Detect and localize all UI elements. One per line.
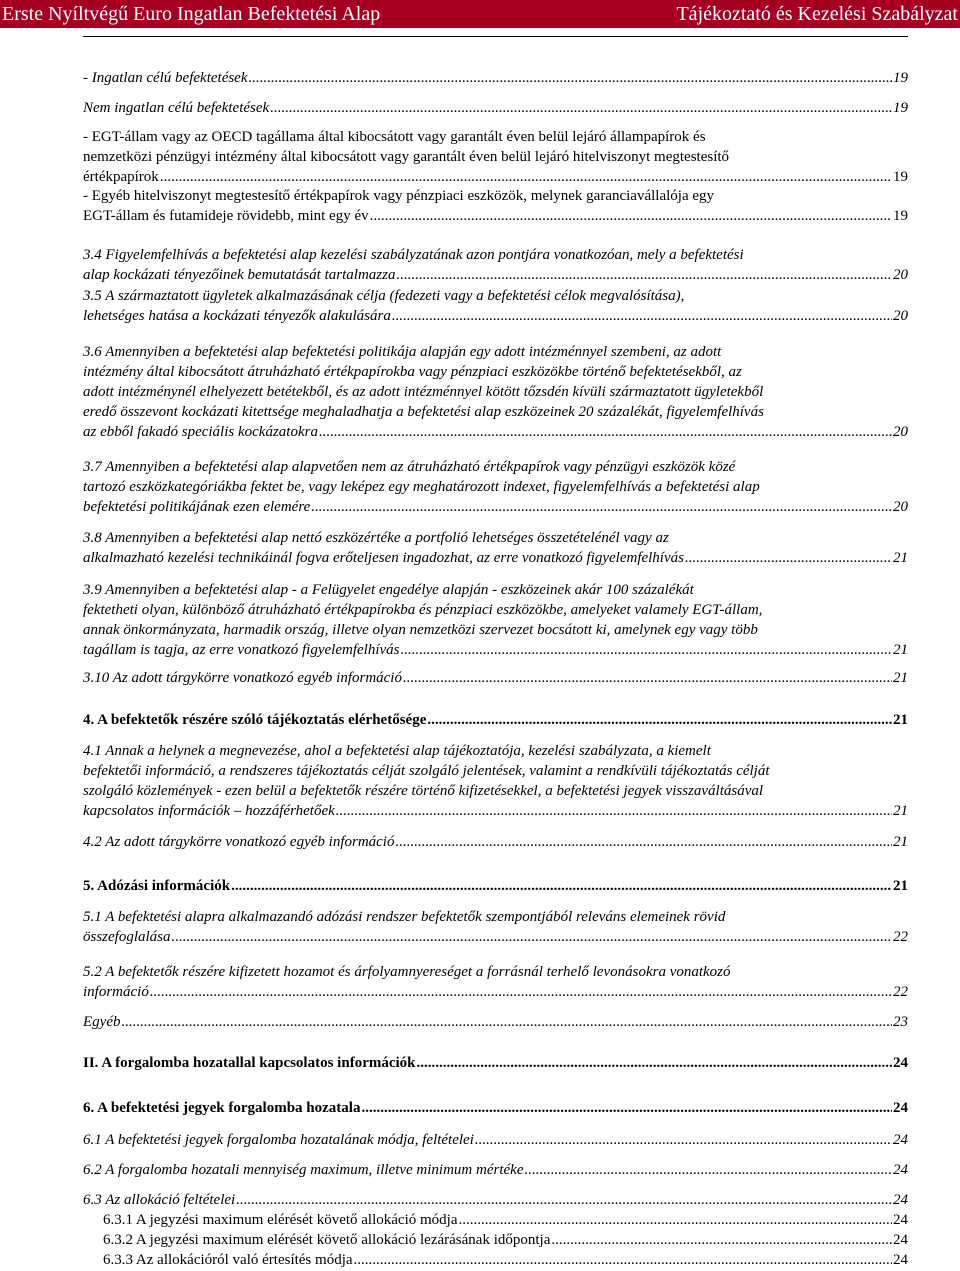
dot-leader	[370, 206, 892, 226]
toc-entry-text-line: 5.1 A befektetési alapra alkalmazandó adózási rendszer befektetők szempontjából releváns elemeinek rövid	[83, 909, 726, 925]
toc-entry-title: 6.3 Az allokáció feltételei	[83, 1192, 236, 1208]
toc-entry-text-line: szolgáló közlemények - ezen belül a befektetők részére történő kifizetésekkel, a befektetési jegyek visszaváltásával	[83, 783, 764, 799]
toc-entry[interactable]	[83, 342, 908, 442]
toc-entry-last-line	[83, 1190, 908, 1210]
dot-leader	[270, 98, 892, 118]
toc-entry-text-line: 3.8 Amennyiben a befektetési alap nettó eszközértéke a portfolió lehetséges összetételénél vagy az	[83, 530, 669, 546]
toc-entry-last-line	[103, 1210, 908, 1230]
page-number: 21	[893, 670, 908, 686]
dot-leader	[427, 710, 892, 730]
page-number: 20	[893, 267, 908, 283]
toc-entry-title: 6.3.2 A jegyzési maximum elérését követő allokáció lezárásának időpontja	[103, 1232, 551, 1248]
dot-leader	[150, 982, 892, 1002]
toc-entry-title: 6.2 A forgalomba hozatali mennyiség maximum, illetve minimum mértéke	[83, 1162, 524, 1178]
page-number: 21	[893, 834, 908, 850]
toc-entry-text-line: intézmény által kibocsátott átruházható értékpapírokba vagy pénzpiaci eszközökbe történő befektetésekből, az	[83, 364, 742, 380]
page-number: 24	[893, 1252, 908, 1268]
dot-leader	[392, 306, 892, 326]
toc-entry[interactable]	[83, 68, 908, 88]
page-number: 24	[893, 1162, 908, 1178]
toc-entry-title: kapcsolatos információk – hozzáférhetőek	[83, 803, 335, 819]
toc-entry[interactable]	[83, 186, 908, 226]
dot-leader	[685, 548, 892, 568]
document-title: Tájékoztató és Kezelési Szabályzat	[676, 3, 958, 25]
page-number: 24	[893, 1132, 908, 1148]
toc-entry[interactable]	[83, 1160, 908, 1180]
dot-leader	[396, 265, 892, 285]
page-number: 19	[893, 208, 908, 224]
dot-leader	[354, 1250, 892, 1270]
dot-leader	[231, 876, 892, 896]
fund-name: Erste Nyíltvégű Euro Ingatlan Befektetési Alap	[2, 3, 381, 25]
toc-entry-title: 6. A befektetési jegyek forgalomba hozatala	[83, 1100, 361, 1116]
toc-entry-title: 4.2 Az adott tárgykörre vonatkozó egyéb információ	[83, 834, 395, 850]
dot-leader	[361, 1098, 892, 1118]
toc-entry[interactable]	[83, 457, 908, 517]
page-number: 21	[893, 878, 908, 894]
page-number: 21	[893, 712, 908, 728]
page-number: 23	[893, 1014, 908, 1030]
toc-entry-last-line	[83, 548, 908, 568]
toc-entry-title: az ebből fakadó speciális kockázatokra	[83, 424, 318, 440]
dot-leader	[336, 801, 892, 821]
toc-entry[interactable]	[83, 1098, 908, 1118]
page-number: 22	[893, 984, 908, 1000]
page-number: 24	[893, 1232, 908, 1248]
toc-entry[interactable]	[83, 1012, 908, 1032]
toc-entry-last-line	[83, 832, 908, 852]
toc-entry[interactable]	[83, 286, 908, 326]
toc-entry-title: összefoglalása	[83, 929, 171, 945]
toc-entry-last-line	[83, 497, 908, 517]
toc-entry-text-line: fektetheti olyan, különböző átruházható értékpapírokba és pénzpiaci eszközökbe, amelyeket valamely EGT-állam,	[83, 602, 763, 618]
dot-leader	[551, 1230, 892, 1250]
toc-entry[interactable]	[83, 832, 908, 852]
page-number: 24	[893, 1100, 908, 1116]
toc-entry[interactable]	[83, 245, 908, 285]
toc-entry-text-line: 3.7 Amennyiben a befektetési alap alapvetően nem az átruházható értékpapírok vagy pénzügyi eszközök közé	[83, 459, 736, 475]
page-number: 21	[893, 550, 908, 566]
toc-entry-title: 4. A befektetők részére szóló tájékoztatás elérhetősége	[83, 712, 427, 728]
toc-entry-title: alkalmazható kezelési technikáinál fogva erőteljesen ingadozhat, az erre vonatkozó figyelemfelhívás	[83, 550, 684, 566]
dot-leader	[417, 1053, 892, 1073]
toc-entry-title: Egyéb	[83, 1014, 121, 1030]
toc-entry-last-line	[83, 167, 908, 187]
toc-entry[interactable]	[83, 876, 908, 896]
toc-entry-last-line	[83, 801, 908, 821]
toc-entry-title: tagállam is tagja, az erre vonatkozó figyelemfelhívás	[83, 642, 400, 658]
toc-entry-last-line	[83, 1053, 908, 1073]
toc-entry-text-line: befektetői információ, a rendszeres tájékoztatás célját szolgáló jelentések, valamint a rendkívüli tájékoztatás célját	[83, 763, 770, 779]
toc-entry-last-line	[83, 206, 908, 226]
toc-entry-last-line	[83, 265, 908, 285]
page-number: 20	[893, 308, 908, 324]
toc-entry-text-line: adott intézménynél elhelyezett betétekből, és az adott intézménnyel kötött tőzsdén kívüli származtatott ügyletekből	[83, 384, 764, 400]
toc-entry-title: értékpapírok	[83, 169, 159, 185]
toc-entry-text-line: - EGT-állam vagy az OECD tagállama által kibocsátott vagy garantált éven belül lejáró állampapírok és	[83, 129, 706, 145]
toc-entry-title: Nem ingatlan célú befektetések	[83, 100, 270, 116]
toc-entry-last-line	[83, 1098, 908, 1118]
page-number: 22	[893, 929, 908, 945]
toc-entry-last-line	[83, 68, 908, 88]
toc-entry[interactable]	[83, 907, 908, 947]
toc-entry[interactable]	[83, 1130, 908, 1150]
dot-leader	[400, 640, 892, 660]
page-number: 24	[893, 1055, 908, 1071]
page-number: 21	[893, 642, 908, 658]
toc-entry-text-line: tartozó eszközkategóriákba fektet be, vagy leképez egy meghatározott indexet, figyelemfelhívás a befektetési alap	[83, 479, 760, 495]
toc-entry-last-line	[83, 668, 908, 688]
toc-entry-title: 6.3.1 A jegyzési maximum elérését követő allokáció módja	[103, 1212, 458, 1228]
toc-entry-title: II. A forgalomba hozatallal kapcsolatos információk	[83, 1055, 416, 1071]
dot-leader	[160, 167, 892, 187]
toc-entry-title: 5. Adózási információk	[83, 878, 231, 894]
toc-entry-text-line: eredő összevont kockázati kitettsége meghaladhatja a befektetési alap eszközeinek 20 százalékát, figyelemfelhívás	[83, 404, 764, 420]
toc-entry-text-line: 3.6 Amennyiben a befektetési alap befektetési politikája alapján egy adott intézménnyel szembeni, az adott	[83, 344, 722, 360]
toc-entry-last-line	[83, 982, 908, 1002]
page-number: 19	[893, 70, 908, 86]
toc-entry[interactable]	[83, 1190, 908, 1210]
dot-leader	[311, 497, 892, 517]
toc-entry-title: - Ingatlan célú befektetések	[83, 70, 248, 86]
toc-entry[interactable]	[103, 1250, 908, 1270]
toc-entry-last-line	[83, 640, 908, 660]
toc-entry[interactable]	[83, 1053, 908, 1073]
dot-leader	[121, 1012, 892, 1032]
page-number: 19	[893, 100, 908, 116]
page-number: 21	[893, 803, 908, 819]
toc-entry-title: lehetséges hatása a kockázati tényezők alakulására	[83, 308, 391, 324]
toc-entry-title: 3.10 Az adott tárgykörre vonatkozó egyéb információ	[83, 670, 402, 686]
dot-leader	[236, 1190, 892, 1210]
toc-entry-text-line: 3.4 Figyelemfelhívás a befektetési alap kezelési szabályzatának azon pontjára vonatkozóan, mely a befektetési	[83, 247, 744, 263]
toc-entry-title: EGT-állam és futamideje rövidebb, mint egy év	[83, 208, 369, 224]
dot-leader	[459, 1210, 893, 1230]
dot-leader	[172, 927, 892, 947]
toc-entry-title: alap kockázati tényezőinek bemutatását tartalmazza	[83, 267, 396, 283]
toc-entry-last-line	[83, 1160, 908, 1180]
toc-entry-title: információ	[83, 984, 149, 1000]
toc-entry-last-line	[103, 1230, 908, 1250]
toc-entry-last-line	[103, 1250, 908, 1270]
page-number: 20	[893, 424, 908, 440]
toc-entry-text-line: 4.1 Annak a helynek a megnevezése, ahol a befektetési alap tájékoztatója, kezelési szabályzata, a kiemelt	[83, 743, 711, 759]
page-number: 20	[893, 499, 908, 515]
toc-entry-text-line: nemzetközi pénzügyi intézmény által kibocsátott vagy garantált éven belül lejáró hitelviszonyt megtestesítő	[83, 149, 730, 165]
toc-entry[interactable]	[83, 98, 908, 118]
toc-entry-text-line: 3.5 A származtatott ügyletek alkalmazásának célja (fedezeti vagy a befektetési célok megvalósítása),	[83, 288, 685, 304]
toc-entry-last-line	[83, 422, 908, 442]
toc-entry[interactable]	[83, 580, 908, 660]
toc-entry-last-line	[83, 1012, 908, 1032]
toc-entry-text-line: 5.2 A befektetők részére kifizetett hozamot és árfolyamnyereséget a forrásnál terhelő levonásokra vonatkozó	[83, 964, 731, 980]
toc-entry[interactable]	[83, 528, 908, 568]
toc-entry-last-line	[83, 876, 908, 896]
toc-entry-last-line	[83, 927, 908, 947]
toc-entry[interactable]	[83, 710, 908, 730]
toc-entry-text-line: - Egyéb hitelviszonyt megtestesítő értékpapírok vagy pénzpiaci eszközök, melynek garanciavállalója egy	[83, 188, 715, 204]
dot-leader	[525, 1160, 893, 1180]
toc-entry[interactable]	[103, 1210, 908, 1230]
dot-leader	[395, 832, 892, 852]
dot-leader	[319, 422, 892, 442]
toc-entry-last-line	[83, 1130, 908, 1150]
toc-entry-title: 6.3.3 Az allokációról való értesítés módja	[103, 1252, 353, 1268]
toc-entry[interactable]	[83, 741, 908, 821]
toc-entry[interactable]	[83, 668, 908, 688]
toc-entry-text-line: annak önkormányzata, harmadik ország, illetve olyan nemzetközi szervezet bocsátott ki, amelynek egy vagy több	[83, 622, 758, 638]
toc-entry[interactable]	[83, 127, 908, 187]
dot-leader	[249, 68, 892, 88]
page-number: 19	[893, 169, 908, 185]
toc-entry-title: befektetési politikájának ezen elemére	[83, 499, 311, 515]
toc-entry-text-line: 3.9 Amennyiben a befektetési alap - a Felügyelet engedélye alapján - eszközeinek akár 100 százalékát	[83, 582, 694, 598]
page-number: 24	[893, 1192, 908, 1208]
toc-entry-last-line	[83, 98, 908, 118]
toc-entry-title: 6.1 A befektetési jegyek forgalomba hozatalának módja, feltételei	[83, 1132, 474, 1148]
toc-entry[interactable]	[103, 1230, 908, 1250]
toc-entry[interactable]	[83, 962, 908, 1002]
toc-entry-last-line	[83, 710, 908, 730]
page-number: 24	[893, 1212, 908, 1228]
dot-leader	[403, 668, 892, 688]
toc-entry-last-line	[83, 306, 908, 326]
dot-leader	[475, 1130, 892, 1150]
